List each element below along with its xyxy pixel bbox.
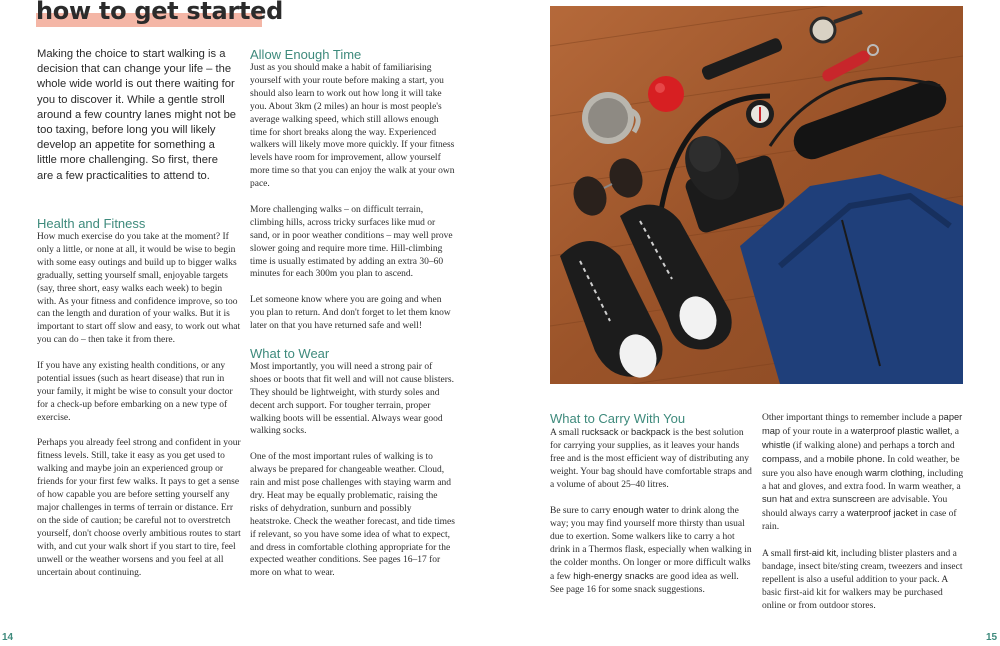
page-title: how to get started xyxy=(36,0,284,25)
keyword: enough water xyxy=(612,505,670,516)
compass-icon xyxy=(746,100,774,128)
keyword: compass xyxy=(762,453,800,464)
page-number-left: 14 xyxy=(2,632,14,643)
gear-flatlay-photo xyxy=(550,6,963,384)
time-paragraph: Just as you should make a habit of familiarising yourself with your route before making a start, you should also learn to work out how long it will take you. About 3km (2 miles) an hour is most people's average walking speed, which still allows enough time for short breaks along the way. Experienced walkers will likely move more quickly. If your fitness levels have room for improvement, allow yourself more time so that you can enjoy the walk at your own pace. xyxy=(250,63,455,190)
keyword: mobile phone xyxy=(826,453,883,464)
keyword: rucksack xyxy=(581,427,619,437)
keyword: waterproof plastic wallet xyxy=(850,425,951,436)
health-paragraph: Perhaps you already feel strong and confident in your fitness levels. Still, take it easy as you get used to walking and maybe join an experienced group or friends for your first few walks. It pays to get a sense of how capable you are before setting yourself any major challenges in terms of terrain or distance. Err on the side of caution; be careful not to overstretch yourself, don't choose overly ambitious routes to start with, and cut your walk short if you start to tire, feel unwell or the weather worsens and you feel at all uncertain about continuing. xyxy=(37,438,241,578)
keyword: torch xyxy=(917,439,939,450)
carry-paragraph: A small first-aid kit, including blister plasters and a bandage, insect bite/sting cream, tweezers and insect repellent is also a useful addition to your pack. A basic first-aid kit for walkers may be purchased online or from outdoor stores. xyxy=(762,548,963,611)
keyword: warm clothing xyxy=(865,467,923,478)
health-paragraph: If you have any existing health conditions, or any potential issues (such as heart disease) that run in your family, it might be wise to consult your doctor for a check-up before embarking on a new type of exercise. xyxy=(37,361,233,423)
health-section xyxy=(37,216,242,592)
apple-icon xyxy=(648,76,684,112)
keyword: first-aid kit xyxy=(793,548,837,559)
keyword: backpack xyxy=(631,427,671,437)
health-paragraph: How much exercise do you take at the moment? If only a little, or none at all, it would be wise to begin with some easy outings and build up to bigger walks gradually, setting yourself small, enjoyable targets (say, three short, easy walks each week) to begin with. As your fitness and confidence improve, so too can the length and duration of your walks. But it is important to start off slow and easy, to work out what you can do – then take it from there. xyxy=(37,232,241,346)
keyword: high-energy snacks xyxy=(573,570,654,581)
keyword: sun hat xyxy=(762,494,793,505)
wear-heading: What to Wear xyxy=(250,345,330,361)
keyword: whistle xyxy=(762,439,791,450)
page-number-right: 15 xyxy=(986,632,998,643)
intro-paragraph: Making the choice to start walking is a decision that can change your life – the whole wide world is out there waiting for you to discover it. While a gentle stroll around a few country lanes might not be too taxing, before long you will likely develop an appetite for something a little more challenging. So first, there are a few practicalities to attend to. xyxy=(37,48,237,182)
keyword: paper map xyxy=(762,412,963,436)
time-wear-column xyxy=(250,47,455,593)
carry-heading: What to Carry With You xyxy=(550,411,686,426)
health-heading: Health and Fitness xyxy=(37,216,146,231)
keyword: sunscreen xyxy=(832,494,876,505)
wear-paragraph: Most importantly, you will need a strong pair of shoes or boots that fit well and will not cause blisters. They should be lightweight, with sturdy soles and decent arch support. For tougher terrain, proper walking boots will be essential. Always wear good walking socks. xyxy=(250,361,454,437)
page-title-block xyxy=(36,0,283,30)
keyword: waterproof jacket xyxy=(846,508,918,519)
carry-section xyxy=(550,411,752,610)
carry-section-continued xyxy=(762,411,964,625)
carry-paragraph: Be sure to carry enough water to drink along the way; you may find yourself more thirsty than usual due to exertion. Some walkers like to carry a hot drink in a Thermos flask, especially when walking in the colder months. On longer or more difficult walks a few high-energy snacks are good idea as well. See page 16 for some snack suggestions. xyxy=(550,505,752,595)
time-heading: Allow Enough Time xyxy=(250,47,362,62)
wear-paragraph: One of the most important rules of walking is to always be prepared for changeable weather. Cloud, rain and mist pose challenges with staying warm and dry. Heat may be equally problematic, raising the risks of dehydration, sunburn and possibly heatstroke. Check the weather forecast, and tide times if relevant, so you have some idea of what to expect, and dress in comfortable clothing appropriate for the expected weather conditions. See pages 16–17 for more on what to wear. xyxy=(250,452,455,579)
time-paragraph: More challenging walks – on difficult terrain, climbing hills, across tricky surfaces like mud or sand, or in poor weather conditions – may well prove slower going and require more time. Hill-climbing time is usually estimated by adding an extra 30–60 minutes for each 300m you plan to ascend. xyxy=(250,204,453,280)
time-paragraph: Let someone know where you are going and when you plan to return. And don't forget to let them know later on that you have returned safe and well! xyxy=(250,295,451,332)
carry-paragraph: A small rucksack or backpack is the best solution for carrying your supplies, as it leaves your hands free and is the most efficient way of distributing any weight. Your bag should have comfortable straps and a volume of about 25–40 litres. xyxy=(550,427,752,490)
carry-paragraph: Other important things to remember include a paper map of your route in a waterproof plastic wallet, a whistle (if walking alone) and perhaps a torch and compass, and a mobile phone. In cold weather, be sure you also have enough warm clothing, including a hat and gloves, and extra food. In warm weather, a sun hat and extra sunscreen are advisable. You should always carry a waterproof jacket in case of rain. xyxy=(762,412,964,533)
